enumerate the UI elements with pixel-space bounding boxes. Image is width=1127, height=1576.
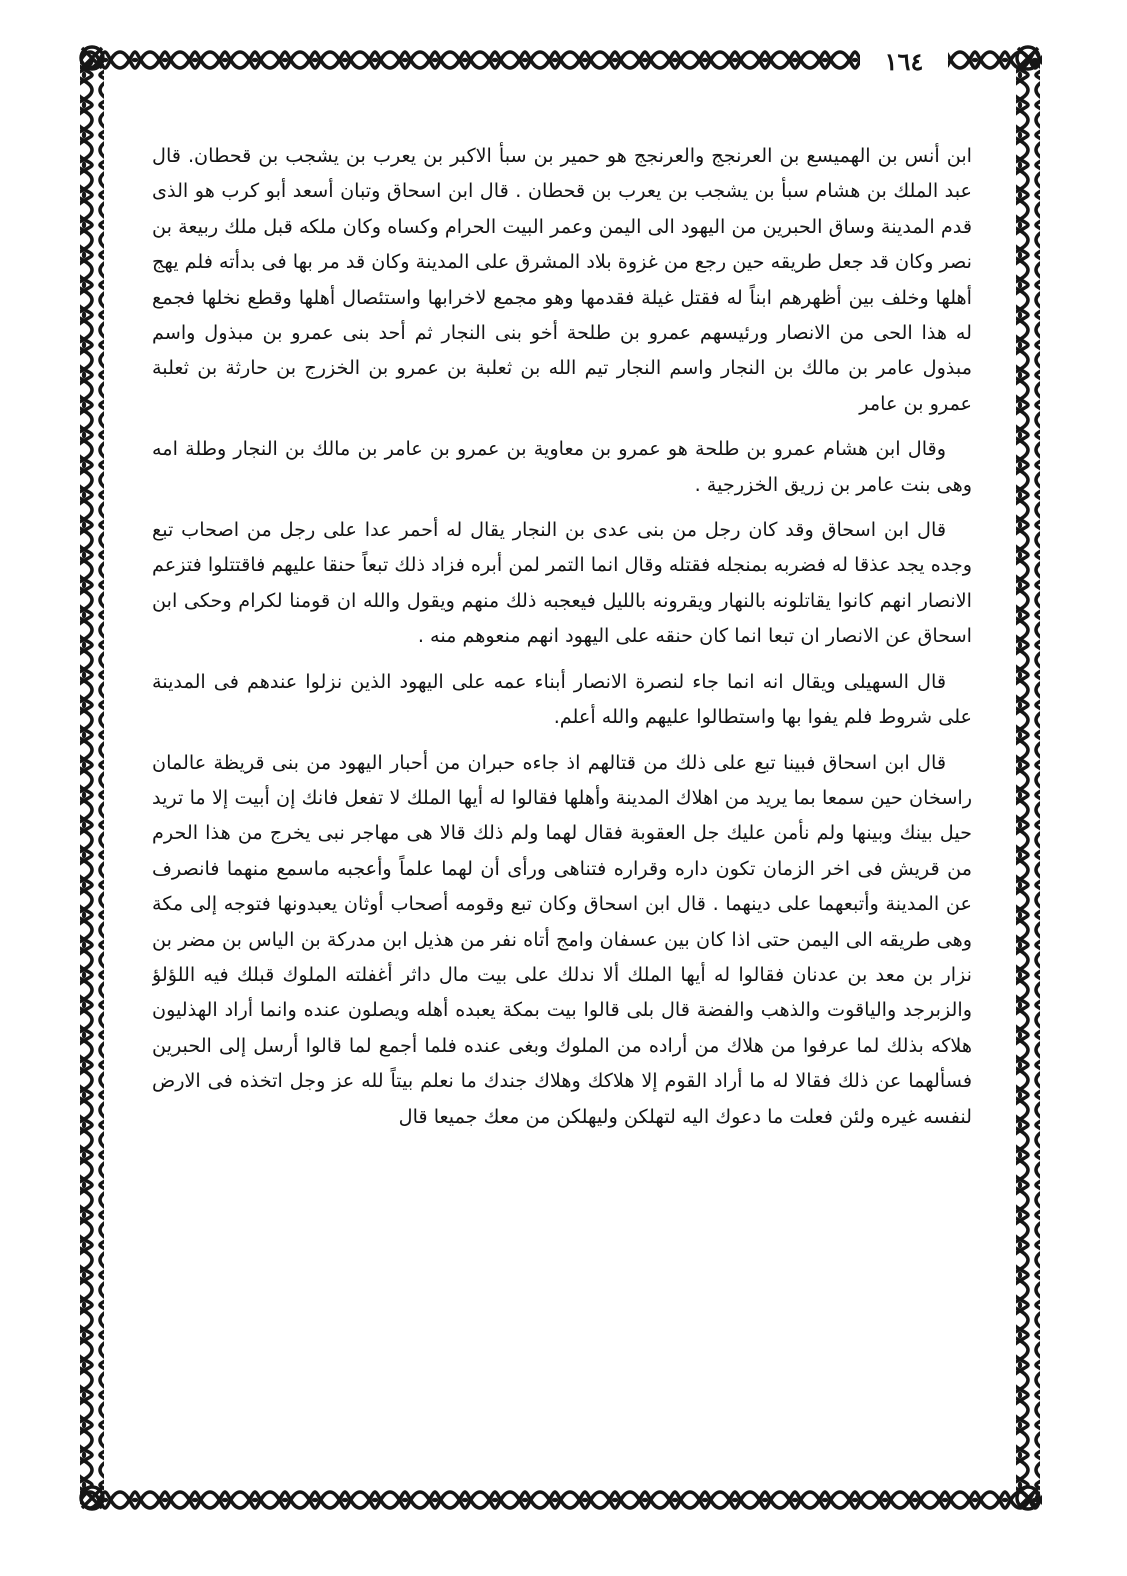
paragraph-5: قال ابن اسحاق فبينا تبع على ذلك من قتالهم اذ جاءه حبران من أحبار اليهود من بنى قريظة عالمان راسخان حين سمعا بما يريد من اهلاك المدينة وأهلها فقالوا له أيها الملك لا تفعل فانك إن أبيت إلا ما تريد حيل بينك وبينها ولم نأمن عليك جل العقوبة فقال لهما ولم ذلك قالا هى مهاجر نبى يخرج من هذا الحرم من قريش فى اخر الزمان تكون داره وقراره فتناهى ورأى أن لهما علماً وأعجبه ماسمع منهما فانصرف عن المدينة وأتبعهما على دينهما . قال ابن اسحاق وكان تبع وقومه أصحاب أوثان يعبدونها فتوجه إلى مكة وهى طريقه الى اليمن حتى اذا كان بين عسفان وامج أتاه نفر من هذيل ابن مدركة بن الياس بن مضر بن نزار بن معد بن عدنان فقالوا له أيها الملك ألا ندلك على بيت مال داثر أغفلته الملوك قبلك فيه اللؤلؤ والزبرجد والياقوت والذهب والفضة قال بلى قالوا بيت بمكة يعبده أهله ويصلون عنده وانما أراد الهذليون هلاكه بذلك لما عرفوا من هلاك من أراده من الملوك وبغى عنده فلما أجمع لما قالوا أرسل إلى الحبرين فسألهما عن ذلك فقالا له ما أراد القوم إلا هلاكك وهلاك جندك ما نعلم بيتاً لله عز وجل اتخذه فى الارض لنفسه غيره ولئن فعلت ما دعوك اليه لتهلكن وليهلكن من معك جميعا قال	[152, 750, 972, 1128]
body-text	[152, 138, 972, 1468]
border-left	[80, 60, 104, 1500]
page-number: ١٦٤	[860, 44, 948, 80]
paragraph-1: ابن أنس بن الهميسع بن العرنجج والعرنجج هو حمير بن سبأ الاكبر بن يعرب بن يشجب بن قحطان. قال عبد الملك بن هشام سبأ بن يشجب بن يعرب بن قحطان . قال ابن اسحاق وتبان أسعد أبو كرب هو الذى قدم المدينة وساق الحبرين من اليهود الى اليمن وعمر البيت الحرام وكساه وكان ملكه قبل ملك ربيعة بن نصر وكان قد جعل طريقه حين رجع من غزوة بلاد المشرق على المدينة وكان قد مر بها فى بدأته فلم يهج أهلها وخلف بين أظهرهم ابناً له فقتل غيلة فقدمها وهو مجمع لاخرابها واستئصال أهلها وقطع نخلها فجمع له هذا الحى من الانصار ورئيسهم عمرو بن طلحة أخو بنى النجار ثم أحد بنى عمرو بن مبذول واسم مبذول عامر بن مالك بن النجار واسم النجار تيم الله بن ثعلبة بن عمرو بن الخزرج بن حارثة بن ثعلبة عمرو بن عامر	[152, 144, 972, 415]
border-bottom	[80, 1486, 1042, 1510]
paragraph-4: قال السهيلى ويقال انه انما جاء لنصرة الانصار أبناء عمه على اليهود الذين نزلوا عندهم فى المدينة على شروط فلم يفوا بها واستطالوا عليهم والله أعلم.	[152, 669, 972, 729]
paragraph-3: قال ابن اسحاق وقد كان رجل من بنى عدى بن النجار يقال له أحمر عدا على رجل من اصحاب تبع وجده يجد عذقا له فضربه بمنجله فقتله وقال انما التمر لمن أبره فزاد ذلك تبعاً حنقا عليهم فاقتتلوا فتزعم الانصار انهم كانوا يقاتلونه بالنهار ويقرونه بالليل فيعجبه ذلك منهم ويقول والله ان قومنا لكرام وحكى ابن اسحاق عن الانصار ان تبعا انما كان حنقه على اليهود انهم منعوهم منه .	[152, 518, 972, 648]
border-right	[1016, 60, 1040, 1500]
paragraph-2: وقال ابن هشام عمرو بن طلحة هو عمرو بن معاوية بن عمرو بن عامر بن مالك بن النجار وطلة امه وهى بنت عامر بن زريق الخزرجية .	[152, 437, 972, 496]
